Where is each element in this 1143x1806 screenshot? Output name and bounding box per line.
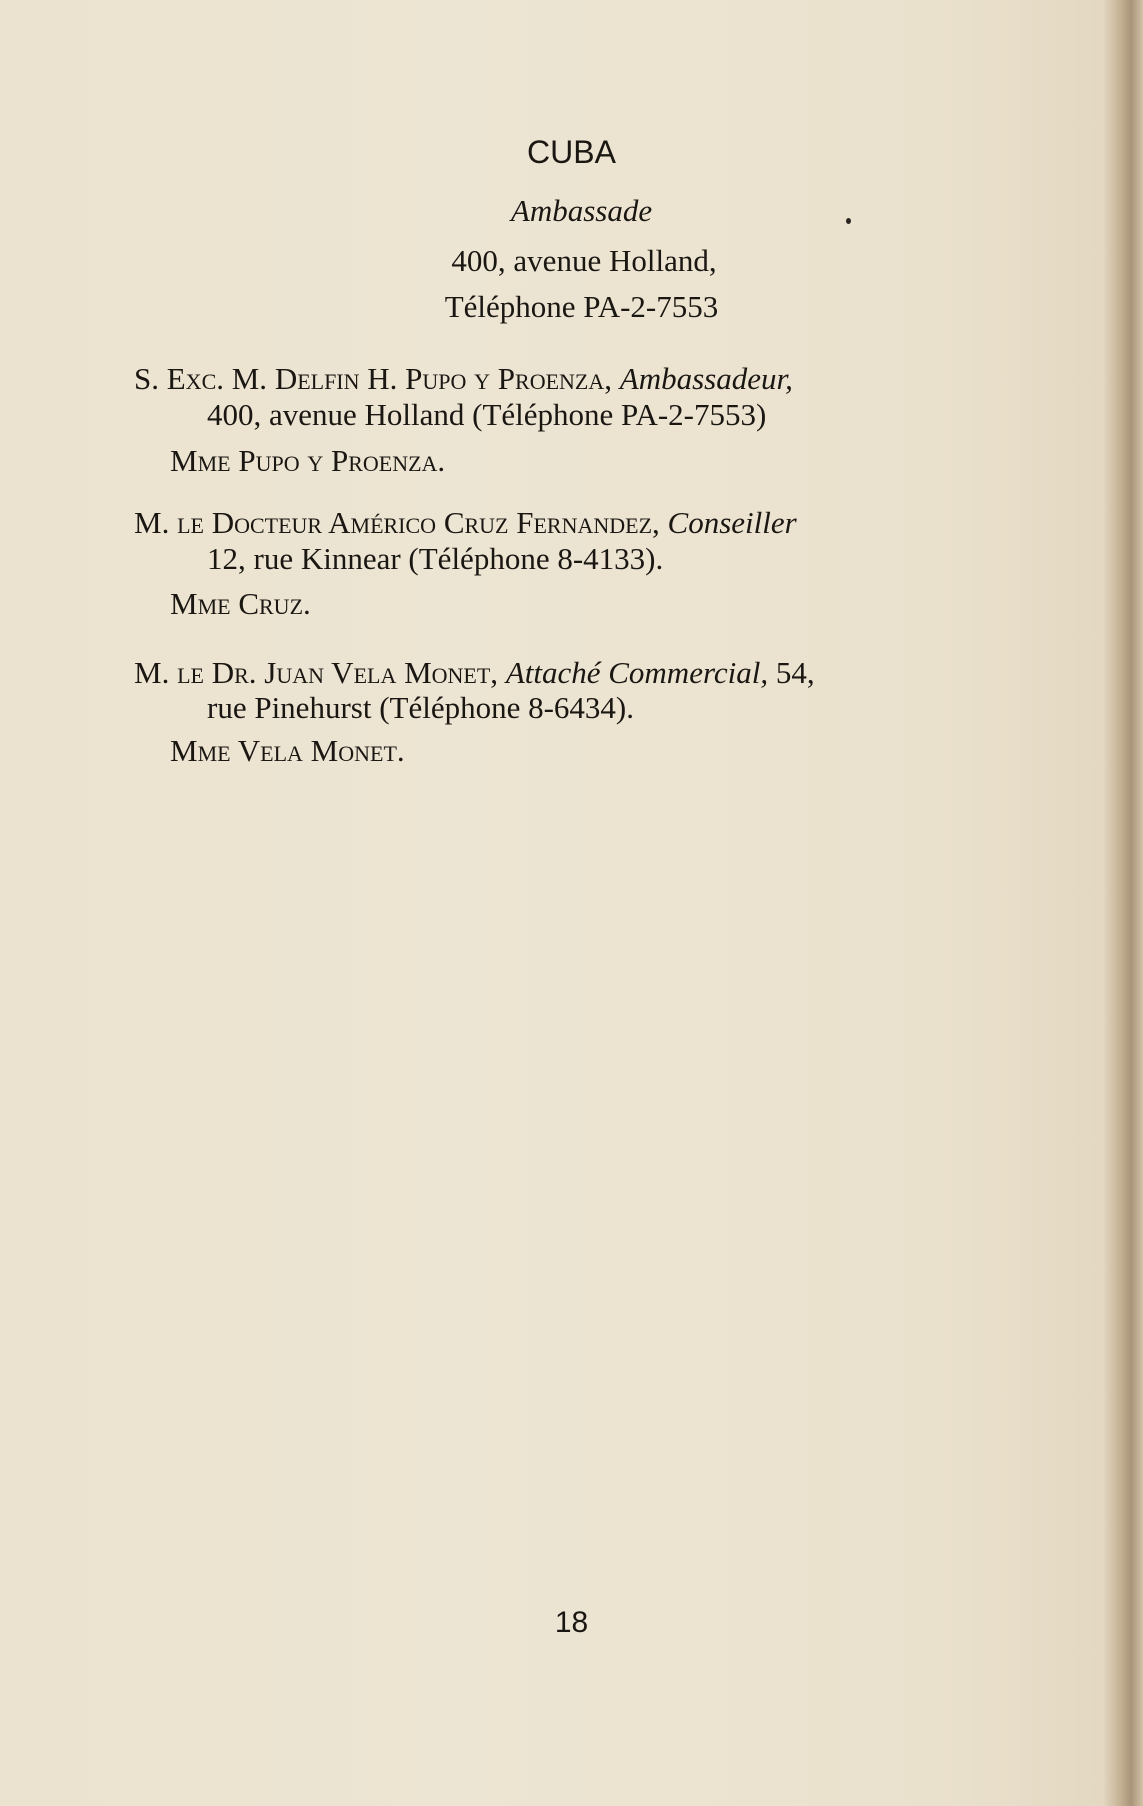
entry-2-line-1 [134, 503, 797, 543]
entry-3-spouse-prefix: Mme [170, 733, 238, 768]
office-subheading: Ambassade [510, 193, 653, 228]
entry-1-line-1 [134, 359, 793, 399]
ink-speck [846, 218, 851, 224]
entry-1-title: Ambassadeur, [619, 361, 793, 396]
entry-1-address: 400, avenue Holland (Téléphone PA-2-7553) [207, 397, 767, 432]
entry-3-spouse-name: Vela Monet. [237, 733, 405, 768]
entry-1-name: Delfin H. Pupo y Proenza, [274, 361, 613, 396]
entry-3-spouse [170, 731, 405, 771]
entry-2-address: 12, rue Kinnear (Téléphone 8-4133). [207, 541, 664, 576]
country-heading: CUBA [527, 134, 616, 170]
entry-1-spouse [170, 441, 445, 481]
page-edge-shadow [1103, 0, 1143, 1806]
entry-3-name: Juan Vela Monet, [264, 655, 499, 690]
entry-3-title: Attaché Commercial, [505, 655, 769, 690]
entry-2-spouse-name: Cruz. [238, 586, 311, 621]
entry-3-address: rue Pinehurst (Téléphone 8-6434). [207, 690, 634, 725]
entry-2-title: Conseiller [667, 505, 797, 540]
entry-3-line-1-suffix: 54, [768, 655, 815, 690]
page-number: 18 [554, 1606, 589, 1639]
entry-1-spouse-name: Pupo y Proenza. [238, 443, 446, 478]
entry-1-prefix: S. Exc. M. [134, 361, 275, 396]
entry-2-spouse-prefix: Mme [170, 586, 239, 621]
entry-3-line-1 [134, 653, 815, 693]
entry-2-spouse [170, 584, 311, 624]
entry-3-prefix: M. le Dr. [134, 655, 265, 690]
embassy-address: 400, avenue Holland, [451, 243, 717, 278]
embassy-telephone: Téléphone PA-2-7553 [444, 289, 719, 324]
entry-2-prefix: M. le Docteur [134, 505, 329, 540]
entry-1-spouse-prefix: Mme [170, 443, 239, 478]
entry-2-name: Américo Cruz Fernandez, [328, 505, 660, 540]
